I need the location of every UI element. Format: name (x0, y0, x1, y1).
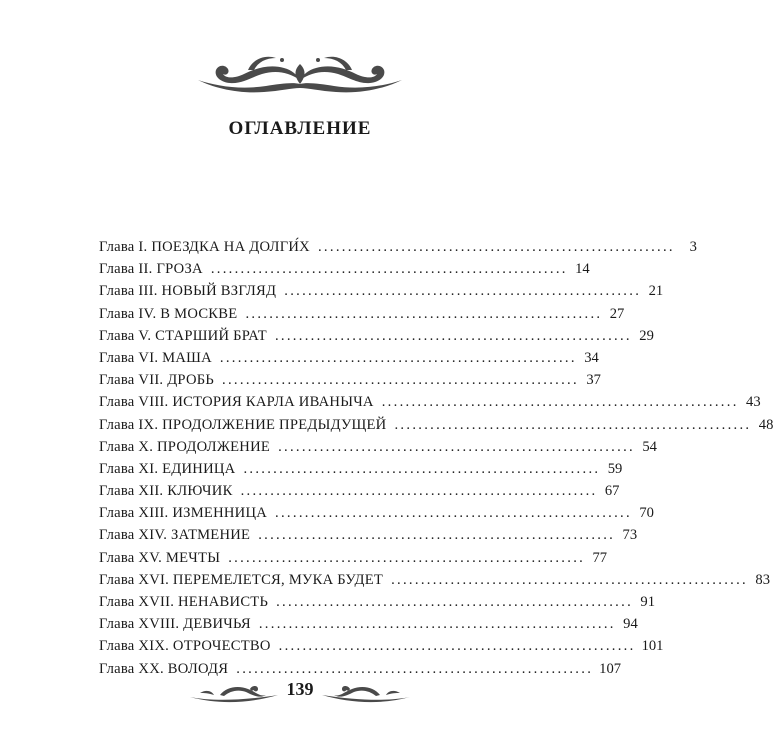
toc-leader-dots: ............................................................ (258, 527, 616, 544)
toc-leader-dots: ............................................................ (243, 460, 601, 477)
toc-entry-page: 37 (586, 372, 601, 389)
toc-entry-title: Глава XV. МЕЧТЫ (99, 549, 221, 566)
toc-entry-page: 77 (592, 549, 608, 566)
toc-entry (99, 480, 620, 502)
toc-entry (99, 369, 601, 391)
toc-entry (99, 458, 623, 480)
toc-leader-dots: ............................................................ (278, 638, 636, 655)
toc-leader-dots: ............................................................ (317, 239, 675, 255)
toc-entry-page: 54 (642, 438, 657, 455)
toc-entry (99, 524, 638, 546)
toc-leader-dots: ............................................................ (228, 549, 586, 566)
page-number: 139 (286, 679, 314, 699)
toc-leader-dots: ............................................................ (276, 594, 634, 610)
toc-entry-title: Глава XVI. ПЕРЕМЕЛЕТСЯ, МУКА БУДЕТ (99, 571, 384, 588)
toc-entry-page: 3 (689, 239, 697, 255)
toc-leader-dots: ............................................................ (275, 505, 632, 522)
toc-entry-title: Глава XIII. ИЗМЕННИЦА (99, 505, 268, 522)
toc-entry (99, 414, 773, 436)
toc-leader-dots: ............................................................ (284, 283, 642, 300)
footer-right-ornament-icon (320, 683, 410, 705)
toc-entry (99, 280, 664, 302)
toc-entry-title: Глава VI. МАША (99, 349, 212, 366)
toc-entry-page: 101 (641, 638, 664, 655)
toc-entry (99, 635, 664, 657)
page-title: ОГЛАВЛЕНИЕ (228, 118, 372, 139)
toc-entry (99, 258, 590, 280)
toc-entry-page: 48 (758, 416, 773, 433)
toc-leader-dots: ............................................................ (240, 483, 598, 500)
toc-leader-dots: ............................................................ (274, 327, 632, 344)
toc-entry-page: 27 (609, 305, 625, 322)
toc-entry-page: 70 (639, 505, 654, 522)
top-ornament-icon (196, 50, 404, 98)
toc-entry-title: Глава XII. КЛЮЧИК (99, 483, 233, 500)
toc-leader-dots: ............................................................ (210, 261, 568, 278)
toc-leader-dots: ............................................................ (391, 571, 748, 588)
toc-leader-dots: ............................................................ (236, 660, 594, 677)
toc-entry-page: 94 (623, 616, 638, 633)
toc-entry-title: Глава VII. ДРОБЬ (99, 372, 215, 389)
toc-entry-page: 43 (746, 394, 761, 411)
toc-entry-title: Глава XI. ЕДИНИЦА (99, 460, 236, 477)
toc-entry-page: 83 (755, 571, 770, 588)
toc-leader-dots: ............................................................ (222, 372, 579, 389)
toc-entry (99, 236, 697, 258)
toc-entry-title: Глава XVIII. ДЕВИЧЬЯ (99, 616, 251, 633)
toc-entry-title: Глава X. ПРОДОЛЖЕНИЕ (99, 438, 271, 455)
toc-leader-dots: ............................................................ (219, 349, 577, 366)
toc-entry-title: Глава I. ПОЕЗДКА НА ДОЛГИ́Х (99, 239, 310, 255)
toc-entry-page: 34 (584, 349, 599, 366)
toc-entry-title: Глава VIII. ИСТОРИЯ КАРЛА ИВАНЫЧА (99, 394, 374, 411)
toc-entry-title: Глава XX. ВОЛОДЯ (99, 660, 229, 677)
toc-entry-title: Глава III. НОВЫЙ ВЗГЛЯД (99, 283, 277, 300)
toc-entry-title: Глава IV. В МОСКВЕ (99, 305, 238, 322)
toc-entry-title: Глава XIV. ЗАТМЕНИЕ (99, 527, 251, 544)
toc-entry (99, 591, 656, 613)
toc-entry (99, 436, 657, 458)
toc-entry-page: 29 (639, 327, 654, 344)
toc-entry (99, 613, 638, 635)
toc-entry-page: 59 (607, 460, 623, 477)
toc-entry-title: Глава XVII. НЕНАВИСТЬ (99, 594, 269, 610)
toc-entry (99, 502, 654, 524)
toc-leader-dots: ............................................................ (245, 305, 603, 322)
toc-entry-title: Глава XIX. ОТРОЧЕСТВО (99, 638, 271, 655)
toc-entry-title: Глава V. СТАРШИЙ БРАТ (99, 327, 267, 344)
table-of-contents (99, 236, 773, 680)
toc-leader-dots: ............................................................ (381, 394, 739, 411)
toc-entry (99, 325, 654, 347)
toc-entry-title: Глава IX. ПРОДОЛЖЕНИЕ ПРЕДЫДУЩЕЙ (99, 416, 387, 433)
toc-leader-dots: ............................................................ (278, 438, 635, 455)
toc-entry (99, 303, 625, 325)
page-footer (0, 677, 600, 717)
toc-entry-page: 91 (640, 594, 656, 610)
toc-leader-dots: ............................................................ (394, 416, 752, 433)
toc-entry (99, 347, 599, 369)
footer-left-ornament-icon (190, 683, 280, 705)
toc-entry-page: 14 (575, 261, 590, 278)
toc-leader-dots: ............................................................ (258, 616, 616, 633)
toc-entry-page: 107 (599, 660, 622, 677)
toc-entry (99, 391, 761, 413)
toc-entry (99, 569, 770, 591)
toc-entry-page: 67 (604, 483, 620, 500)
toc-entry-page: 21 (648, 283, 664, 300)
toc-entry-title: Глава II. ГРОЗА (99, 261, 203, 278)
toc-entry (99, 547, 608, 569)
toc-entry-page: 73 (622, 527, 638, 544)
